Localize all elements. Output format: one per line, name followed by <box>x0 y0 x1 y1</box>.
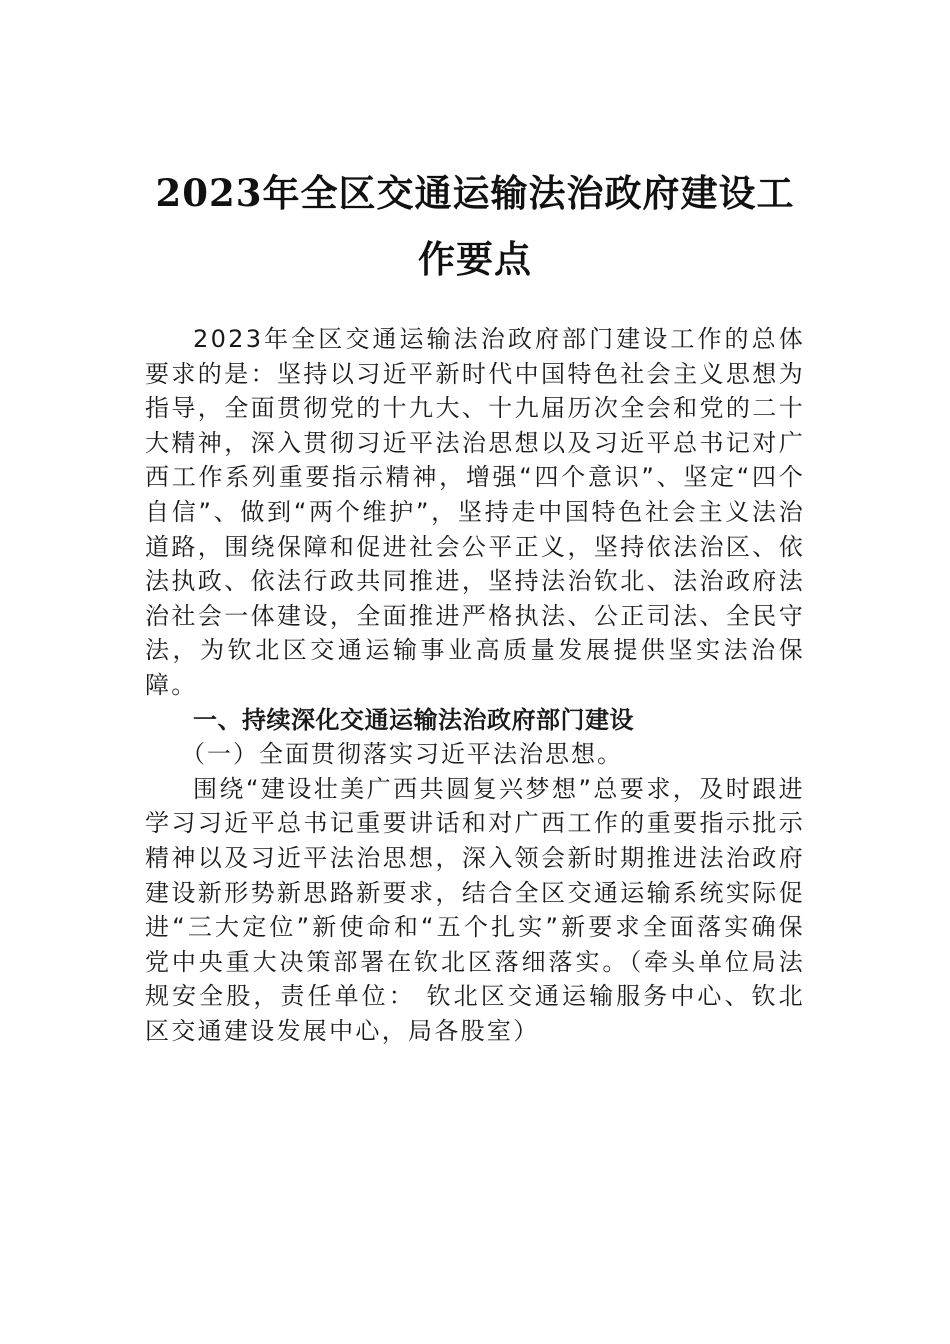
document-body <box>145 322 805 1048</box>
document-title: 2023年全区交通运输法治政府建设工作要点 <box>155 171 795 281</box>
subsection-1-heading: （一）全面贯彻落实习近平法治思想。 <box>181 740 623 769</box>
subsection-1-paragraph: 围绕“建设壮美广西共圆复兴梦想”总要求，及时跟进学习习近平总书记重要讲话和对广西工作的重要指示批示精神以及习近平法治思想，深入领会新时期推进法治政府建设新形势新思路新要求，结合全区交通运输系统实际促进“三大定位”新使命和“五个扎实”新要求全面落实确保党中央重大决策部署在钦北区落细落实。（牵头单位局法规安全股，责任单位： 钦北区交通运输服务中心、钦北区交通建设发展中心，局各股室） <box>145 774 805 1045</box>
intro-paragraph: 2023年全区交通运输法治政府部门建设工作的总体要求的是：坚持以习近平新时代中国特色社会主义思想为指导，全面贯彻党的十九大、十九届历次全会和党的二十大精神，深入贯彻习近平法治思想以及习近平总书记对广西工作系列重要指示精神，增强“四个意识”、坚定“四个自信”、做到“两个维护”，坚持走中国特色社会主义法治道路，围绕保障和促进社会公平正义，坚持依法治区、依法执政、依法行政共同推进，坚持法治钦北、法治政府法治社会一体建设，全面推进严格执法、公正司法、全民守法，为钦北区交通运输事业高质量发展提供坚实法治保障。 <box>145 325 805 699</box>
section-1-heading: 一、持续深化交通运输法治政府部门建设 <box>193 705 634 734</box>
